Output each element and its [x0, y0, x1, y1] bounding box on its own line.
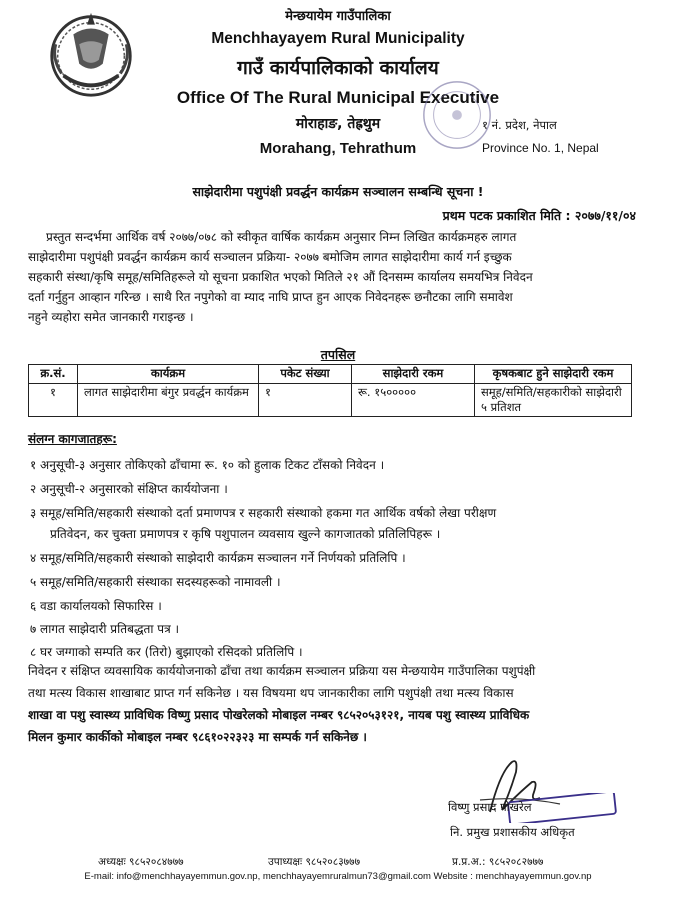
- place-np: मोराहाङ, तेह्रथुम: [295, 116, 381, 132]
- col-pockets: पकेट संख्या: [259, 365, 352, 384]
- attachment-item: ३ समूह/समिति/सहकारी संस्थाको दर्ता प्रमाणपत्र र सहकारी संस्थाको हकमा गत आर्थिक वर्षको लेखा परीक्षण: [30, 506, 497, 520]
- province-en: Province No. 1, Nepal: [482, 141, 599, 155]
- office-name-np: गाउँ कार्यपालिकाको कार्यालय: [237, 57, 439, 79]
- body-line: दर्ता गर्नुहुन आव्हान गरिन्छ । साथै रित नपुगेको वा म्याद नाघि प्राप्त हुन आएक निवेदनहरू छनौटका लागि समावेश: [28, 290, 513, 304]
- cell-sn: १: [29, 384, 78, 417]
- attachment-item: प्रतिवेदन, कर चुक्ता प्रमाणपत्र र कृषि पशुपालन व्यवसाय खुल्ने कागजातको प्रतिलिपिहरू ।: [50, 527, 441, 541]
- footer-chair-phone: अध्यक्षः ९८५२०८४७७७: [98, 856, 184, 868]
- signatory-title: नि. प्रमुख प्रशासकीय अधिकृत: [450, 825, 575, 839]
- cell-farmer-share: समूह/समिति/सहकारीको साझेदारी ५ प्रतिशत: [475, 384, 632, 417]
- notice-body: [28, 227, 628, 327]
- table-caption: तपसिल: [320, 347, 356, 362]
- footer-vice-chair-phone: उपाध्यक्षः ९८५२०८३७७७: [268, 856, 361, 868]
- cell-amount: रू. १५०००००: [352, 384, 475, 417]
- body-line: सहकारी संस्था/कृषि समूह/समितिहरूले यो सूचना प्रकाशित भएको मितिले २१ औं दिनसम्म कार्यालय समयभित्र निवेदन: [28, 270, 533, 284]
- footer-contact[interactable]: E-mail: info@menchhayayemmun.gov.np, menchhayayemruralmun73@gmail.com Website : menchhayayemmun.gov.np: [84, 871, 592, 882]
- municipality-name-np: मेन्छयायेम गाउँपालिका: [285, 9, 391, 24]
- signatory-name: विष्णु प्रसाद पोखरेल: [448, 800, 532, 814]
- table-header-row: [29, 365, 632, 384]
- body-line: नहुने व्यहोरा समेत जानकारी गराइन्छ ।: [28, 310, 194, 324]
- office-name-en: Office Of The Rural Municipal Executive: [176, 88, 500, 107]
- body-line: प्रस्तुत सन्दर्भमा आर्थिक वर्ष २०७७/०७८ को स्वीकृत वार्षिक कार्यक्रम अनुसार निम्न लिखित कार्यक्रमहरु लागत: [46, 230, 517, 244]
- closing-paragraph: [28, 660, 634, 748]
- col-farmer-share: कृषकबाट हुने साझेदारी रकम: [475, 365, 632, 384]
- body-line: साझेदारीमा पशुपंक्षी प्रवर्द्धन कार्यक्रम कार्य सञ्चालन प्रक्रिया- २०७७ बमोजिम लागत साझेदारीमा कार्य गर्न इच्छुक: [28, 250, 512, 264]
- closing-line: शाखा वा पशु स्वास्थ्य प्राविधिक विष्णु प्रसाद पोखरेलको मोबाइल नम्बर ९८५२०५३१२१, नायब पशु स्वास्थ्य प्राविधिक: [28, 708, 530, 722]
- attachment-item: २ अनुसूची-२ अनुसारको संक्षिप्त कार्ययोजना ।: [30, 482, 228, 496]
- col-amount: साझेदारी रकम: [352, 365, 475, 384]
- office-seal-icon: [418, 76, 496, 154]
- attachment-item: ४ समूह/समिति/सहकारी संस्थाको साझेदारी कार्यक्रम सञ्चालन गर्ने निर्णयको प्रतिलिपि ।: [30, 551, 406, 565]
- footer-cao-phone: प्र.प्र.अ.: ९८५२०८२७७७: [452, 856, 544, 868]
- municipality-name-en: Menchhayayem Rural Municipality: [211, 30, 465, 47]
- attachment-item: १ अनुसूची-३ अनुसार तोकिएको ढाँचामा रू. १० को हुलाक टिकट टाँसको निवेदन ।: [30, 458, 385, 472]
- closing-line: तथा मत्स्य विकास शाखाबाट प्राप्त गर्न सकिनेछ । यस विषयमा थप जानकारीका लागि पशुपंक्षी तथा मत्स्य विकास: [28, 686, 514, 700]
- notice-subject: साझेदारीमा पशुपंक्षी प्रवर्द्धन कार्यक्रम सञ्चालन सम्बन्धि सूचना !: [192, 184, 484, 199]
- attachment-item: ६ वडा कार्यालयको सिफारिस ।: [30, 599, 162, 613]
- published-date: प्रथम पटक प्रकाशित मिति : २०७७/११/०४: [442, 208, 636, 223]
- attachment-item: ५ समूह/समिति/सहकारी संस्थाका सदस्यहरूको नामावली ।: [30, 575, 281, 589]
- attachment-item: ८ घर जग्गाको सम्पति कर (तिरो) बुझाएको रसिदको प्रतिलिपि ।: [30, 645, 303, 659]
- cell-program: लागत साझेदारीमा बंगुर प्रवर्द्धन कार्यक्रम: [78, 384, 259, 417]
- col-program: कार्यक्रम: [78, 365, 259, 384]
- table-row: [29, 384, 632, 417]
- closing-line: मिलन कुमार कार्कीको मोबाइल नम्बर ९८६१०२२३२३ मा सम्पर्क गर्न सकिनेछ ।: [28, 730, 367, 744]
- cell-pockets: १: [259, 384, 352, 417]
- place-en: Morahang, Tehrathum: [259, 140, 417, 157]
- attachments-title: संलग्न कागजातहरू:: [28, 432, 117, 446]
- col-sn: क्र.सं.: [29, 365, 78, 384]
- attachment-item: ७ लागत साझेदारी प्रतिबद्धता पत्र ।: [30, 622, 180, 636]
- program-table: [28, 364, 632, 417]
- closing-line: निवेदन र संक्षिप्त व्यवसायिक कार्ययोजनाको ढाँचा तथा कार्यक्रम सञ्चालन प्रक्रिया यस मेन्छयायेम गाउँपालिका पशुपंक्षी: [28, 664, 536, 678]
- province-np: १ नं. प्रदेश, नेपाल: [482, 118, 557, 132]
